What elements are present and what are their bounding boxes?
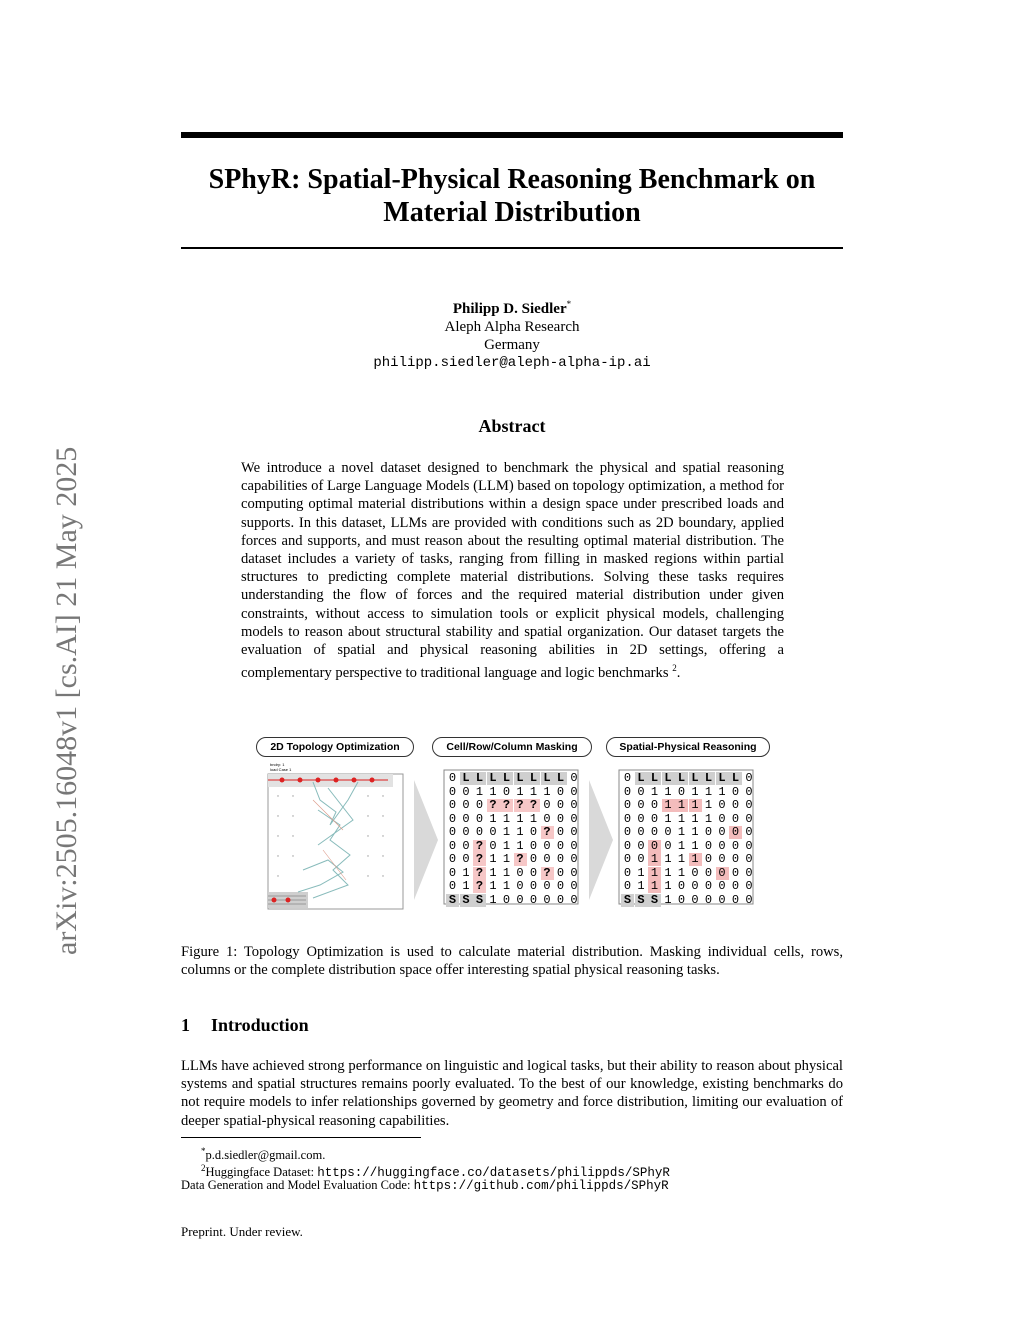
grid-cell: 1 (462, 879, 470, 893)
grid-cell: ? (514, 853, 527, 866)
grid-cell: 1 (489, 892, 497, 907)
grid-cell: 0 (516, 892, 524, 907)
grid-cell: L (527, 772, 540, 785)
grid-cell: 0 (623, 852, 632, 866)
grid-cell: 0 (704, 879, 713, 893)
grid-cell: 0 (623, 879, 632, 893)
grid-cell: 0 (716, 867, 729, 880)
grid-cell: 0 (704, 865, 713, 880)
grid-cell: 1 (516, 838, 524, 853)
grid-cell: 0 (731, 879, 740, 893)
footnote-3-label: Data Generation and Model Evaluation Code: (181, 1178, 414, 1192)
grid-cell: 0 (529, 852, 538, 866)
grid-cell: 0 (570, 865, 578, 880)
grid-cell: 0 (745, 852, 753, 866)
grid-cell: 0 (731, 798, 740, 812)
grid-cell: L (729, 772, 742, 785)
grid-cell: 0 (556, 879, 565, 893)
grid-cell: 0 (637, 852, 645, 866)
grid-cell: 1 (502, 852, 511, 866)
grid-cell: 0 (648, 840, 661, 853)
author-email: philipp.siedler@aleph-alpha-ip.ai (373, 355, 651, 371)
grid-cell: 1 (677, 838, 686, 853)
solved-grid (620, 771, 756, 907)
grid-cell: 0 (731, 811, 740, 826)
grid-cell: 0 (462, 784, 470, 799)
grid-cell: S (635, 894, 648, 907)
author-name: Philipp D. Siedler (452, 301, 567, 317)
grid-cell: 1 (543, 784, 551, 799)
grid-cell: 0 (462, 825, 470, 839)
grid-cell: 0 (570, 852, 578, 866)
grid-cell: 0 (502, 784, 511, 799)
grid-cell: 1 (502, 879, 511, 893)
grid-cell: 1 (462, 865, 470, 880)
grid-cell: 0 (623, 771, 632, 785)
grid-cell: 0 (475, 798, 484, 812)
panel-label-masking: Cell/Row/Column Masking (432, 737, 592, 757)
grid-cell: 1 (502, 825, 511, 839)
grid-cell: 0 (623, 798, 632, 812)
grid-cell: 0 (718, 838, 726, 853)
footnote-1-text: p.d.siedler@gmail.com. (205, 1148, 326, 1163)
author-block (181, 295, 843, 372)
grid-cell: 1 (489, 865, 497, 880)
topology-optimization-panel (258, 760, 408, 920)
grid-cell: 1 (516, 784, 524, 799)
grid-cell: 0 (745, 771, 753, 785)
grid-cell: 0 (556, 838, 565, 853)
paper-title (181, 163, 843, 229)
grid-cell: 0 (623, 784, 632, 799)
grid-cell: 0 (448, 825, 457, 839)
grid-cell: 1 (502, 811, 511, 826)
grid-cell: 0 (529, 825, 538, 839)
grid-cell: 0 (570, 825, 578, 839)
grid-cell: 0 (448, 879, 457, 893)
grid-cell: 0 (543, 892, 551, 907)
figure-caption: Figure 1: Topology Optimization is used to calculate material distribution. Masking individual cells, rows, columns or the complete distribution space offer interesting spatial physical reasoning tasks. (181, 944, 843, 978)
grid-cell: 0 (448, 811, 457, 826)
grid-cell: 0 (718, 852, 726, 866)
grid-cell: 1 (677, 852, 686, 866)
grid-cell: 0 (556, 798, 565, 812)
grid-cell: L (554, 772, 567, 785)
footnote-3 (181, 1177, 843, 1194)
footnote-rule (181, 1137, 421, 1138)
grid-cell: 0 (704, 825, 713, 839)
footnote-2-label: Huggingface Dataset: (205, 1165, 318, 1180)
design-domain (268, 774, 403, 909)
grid-cell: 1 (662, 799, 675, 812)
grid-cell: 0 (731, 852, 740, 866)
grid-cell: 0 (704, 838, 713, 853)
grid-cell: 0 (745, 865, 753, 880)
grid-cell: 1 (664, 892, 672, 907)
grid-cell: 0 (677, 784, 686, 799)
grid-cell: 1 (689, 799, 702, 812)
grid-cell: 0 (489, 838, 497, 853)
grid-cell: 1 (502, 865, 511, 880)
grid-cell: 0 (677, 879, 686, 893)
grid-cell: 1 (677, 825, 686, 839)
grid-cell: 0 (729, 826, 742, 839)
title-bottom-rule (181, 247, 843, 249)
grid-cell: 1 (516, 811, 524, 826)
grid-cell: 0 (556, 784, 565, 799)
grid-cell: 1 (650, 784, 659, 799)
arrow-1 (414, 780, 438, 900)
grid-cell: 1 (675, 799, 688, 812)
grid-cell: 1 (664, 811, 672, 826)
grid-cell: 1 (648, 880, 661, 893)
abstract-heading: Abstract (478, 416, 546, 436)
author-affiliation: Aleph Alpha Research (444, 319, 580, 335)
grid-cell: S (648, 894, 661, 907)
grid-cell: 0 (570, 771, 578, 785)
huggingface-link[interactable]: https://huggingface.co/datasets/philippds/SPhyR (317, 1166, 670, 1181)
grid-cell: 0 (570, 798, 578, 812)
grid-cell: 0 (529, 892, 538, 907)
grid-cell: L (675, 772, 688, 785)
grid-cell: ? (473, 867, 486, 880)
title-top-rule (181, 132, 843, 138)
grid-cell: ? (473, 853, 486, 866)
grid-cell: 0 (570, 879, 578, 893)
grid-cell: 1 (489, 879, 497, 893)
grid-cell: 0 (745, 798, 753, 812)
grid-cell: 1 (475, 784, 484, 799)
grid-cell: ? (541, 867, 554, 880)
grid-cell: L (635, 772, 648, 785)
grid-cell: ? (514, 799, 527, 812)
grid-cell: 0 (556, 811, 565, 826)
grid-cell: S (621, 894, 634, 907)
grid-cell: 0 (637, 838, 645, 853)
grid-cell: 0 (448, 784, 457, 799)
footnote-1-mark: * (201, 1146, 206, 1156)
grid-cell: 0 (529, 865, 538, 880)
grid-cell: 1 (637, 865, 645, 880)
grid-cell: L (662, 772, 675, 785)
grid-cell: 1 (718, 784, 726, 799)
grid-cell: 0 (462, 798, 470, 812)
abstract-footnote-mark: 2 (672, 663, 677, 674)
legend-loadcase: load Case 1 (270, 767, 292, 772)
grid-cell: L (689, 772, 702, 785)
grid-cell: 1 (704, 784, 713, 799)
grid-cell: 1 (489, 811, 497, 826)
grid-cell: 0 (745, 892, 753, 907)
grid-cell: L (487, 772, 500, 785)
grid-cell: ? (473, 880, 486, 893)
grid-cell: 0 (650, 825, 659, 839)
grid-cell: 0 (475, 825, 484, 839)
grid-cell: 1 (529, 811, 538, 826)
grid-cell: 0 (745, 879, 753, 893)
grid-cell: 0 (691, 892, 699, 907)
grid-cell: 0 (462, 838, 470, 853)
grid-cell: L (648, 772, 661, 785)
grid-cell: 0 (543, 879, 551, 893)
grid-cell: ? (541, 826, 554, 839)
grid-cell: 0 (556, 892, 565, 907)
panel-label-topology: 2D Topology Optimization (256, 737, 414, 757)
grid-cell: 1 (648, 867, 661, 880)
grid-cell: 0 (745, 811, 753, 826)
grid-cell: 1 (529, 784, 538, 799)
grid-cell: 0 (570, 784, 578, 799)
grid-cell: 0 (448, 838, 457, 853)
grid-cell: 0 (664, 825, 672, 839)
grid-cell: 0 (731, 865, 740, 880)
grid-cell: 0 (462, 852, 470, 866)
grid-cell: L (473, 772, 486, 785)
grid-cell: 0 (529, 838, 538, 853)
grid-cell: 0 (448, 771, 457, 785)
title-line-1: SPhyR: Spatial-Physical Reasoning Benchmark on (208, 164, 816, 195)
grid-cell: 1 (691, 838, 699, 853)
grid-cell: 1 (648, 853, 661, 866)
grid-cell: 1 (489, 784, 497, 799)
grid-cell: 0 (623, 838, 632, 853)
grid-cell: 0 (448, 865, 457, 880)
grid-cell: 1 (489, 852, 497, 866)
grid-cell: 0 (718, 811, 726, 826)
grid-cell: ? (527, 799, 540, 812)
grid-cell: 0 (704, 852, 713, 866)
grid-cell: 0 (556, 825, 565, 839)
grid-cell: 1 (691, 811, 699, 826)
panel-label-reasoning: Spatial-Physical Reasoning (606, 737, 770, 757)
grid-cell: 0 (650, 811, 659, 826)
grid-cell: 1 (637, 879, 645, 893)
grid-cell: 0 (718, 825, 726, 839)
grid-cell: L (500, 772, 513, 785)
grid-cell: 0 (543, 811, 551, 826)
section-title: Introduction (211, 1015, 309, 1035)
grid-cell: 1 (516, 825, 524, 839)
grid-cell: 0 (637, 811, 645, 826)
grid-cell: 1 (691, 784, 699, 799)
grid-cell: 1 (502, 838, 511, 853)
grid-cell: 1 (677, 865, 686, 880)
grid-cell: 0 (489, 825, 497, 839)
abstract-end: . (676, 665, 681, 682)
grid-cell: 0 (691, 879, 699, 893)
grid-cell: 0 (745, 838, 753, 853)
intro-paragraph: LLMs have achieved strong performance on linguistic and logical tasks, but their ability to reason about physical systems and spatial structures remains poorly evaluated. To the best of our knowledge, existing benchmarks do not require models to infer relationships governed by geometry and force distribution, limiting our evaluation of deeper spatial-physical reasoning capabilities. (181, 1058, 843, 1129)
grid-cell: 0 (543, 798, 551, 812)
footnote-2-mark: 2 (201, 1163, 206, 1173)
grid-cell: 0 (623, 865, 632, 880)
grid-cell: L (716, 772, 729, 785)
grid-cell: 0 (718, 798, 726, 812)
grid-cell: L (460, 772, 473, 785)
grid-cell: 1 (664, 865, 672, 880)
grid-cell: 0 (637, 798, 645, 812)
grid-cell: 0 (718, 892, 726, 907)
grid-cell: 0 (691, 865, 699, 880)
arxiv-stamp: arXiv:2505.16048v1 [cs.AI] 21 May 2025 (50, 446, 83, 955)
grid-cell: 0 (718, 879, 726, 893)
grid-cell: 0 (623, 825, 632, 839)
grid-cell: 0 (637, 825, 645, 839)
grid-cell: 0 (529, 879, 538, 893)
author-country: Germany (484, 337, 540, 353)
grid-cell: 1 (689, 853, 702, 866)
grid-cell: 0 (650, 798, 659, 812)
preprint-footer: Preprint. Under review. (181, 1224, 303, 1239)
section-number: 1 (181, 1015, 190, 1035)
grid-cell: L (514, 772, 527, 785)
grid-cell: L (541, 772, 554, 785)
grid-cell: 0 (704, 892, 713, 907)
grid-cell: 0 (556, 865, 565, 880)
grid-cell: 0 (677, 892, 686, 907)
grid-cell: 0 (637, 784, 645, 799)
grid-cell: 0 (475, 811, 484, 826)
grid-cell: 0 (543, 852, 551, 866)
grid-cell: 0 (543, 838, 551, 853)
title-line-2: Material Distribution (383, 197, 641, 228)
grid-cell: 0 (731, 892, 740, 907)
grid-cell: 0 (502, 892, 511, 907)
masked-grid (445, 771, 581, 907)
author-mark: * (566, 299, 572, 309)
grid-cell: 0 (516, 879, 524, 893)
grid-cell: 0 (570, 892, 578, 907)
grid-cell: 0 (731, 838, 740, 853)
grid-cell: 0 (462, 811, 470, 826)
grid-cell: ? (473, 840, 486, 853)
grid-cell: 0 (745, 825, 753, 839)
grid-cell: L (702, 772, 715, 785)
grid-cell: 0 (556, 852, 565, 866)
grid-cell: 1 (704, 811, 713, 826)
grid-cell: 0 (448, 852, 457, 866)
grid-cell: S (446, 894, 459, 907)
abstract-text: We introduce a novel dataset designed to benchmark the physical and spatial reasoning capabilities of Large Language Models (LLM) based on topology optimization, a method for computing optimal material distributions within a design space under prescribed loads and supports. In this dataset, LLMs are provided with conditions such as 2D boundary, applied forces and supports, and must reason about the resulting optimal material distribution. The dataset includes a variety of tasks, ranging from filling in masked regions within partial structures to predicting complete material distributions. Solving these tasks requires understanding the flow of forces and the required material distribution under given constraints, without access to simulation tools or explicit physical models, challenging models to reason about structural stability and spatial organization. Our dataset targets the evaluation of spatial and physical reasoning abilities in 2D settings, offering a complementary perspective to traditional language and logic benchmarks (241, 460, 784, 682)
grid-cell: 0 (570, 811, 578, 826)
grid-cell: 0 (570, 838, 578, 853)
arxiv-sidebar (0, 0, 83, 1325)
arrow-2 (589, 780, 613, 900)
github-link[interactable]: https://github.com/philippds/SPhyR (413, 1179, 669, 1193)
grid-cell: 0 (745, 784, 753, 799)
grid-cell: 1 (664, 852, 672, 866)
grid-cell: 0 (731, 784, 740, 799)
section-heading-introduction (181, 1015, 309, 1036)
grid-cell: 1 (704, 798, 713, 812)
grid-cell: 0 (623, 811, 632, 826)
grid-cell: 0 (516, 865, 524, 880)
grid-cell: ? (487, 799, 500, 812)
grid-cell: 1 (691, 825, 699, 839)
legend-bndry: bndry: 1 (270, 762, 285, 767)
grid-cell: 1 (677, 811, 686, 826)
grid-cell: 0 (448, 798, 457, 812)
grid-cell: 0 (664, 838, 672, 853)
grid-cell: 1 (664, 879, 672, 893)
grid-cell: S (460, 894, 473, 907)
abstract-body (241, 459, 784, 682)
grid-cell: S (473, 894, 486, 907)
grid-cell: ? (500, 799, 513, 812)
grid-cell: 1 (664, 784, 672, 799)
